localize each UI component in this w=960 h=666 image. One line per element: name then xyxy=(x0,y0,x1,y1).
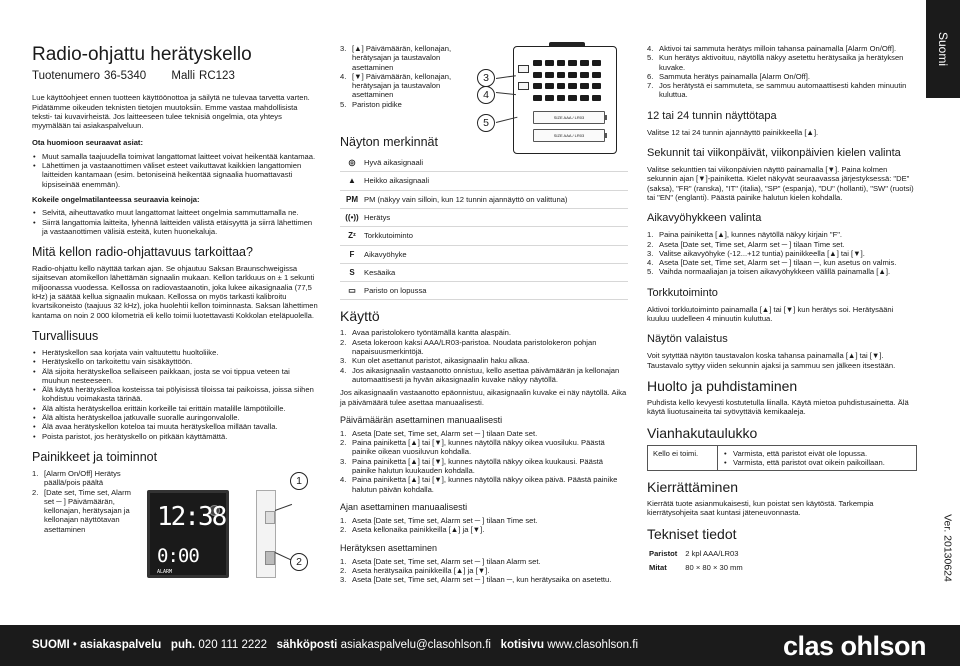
solution-cell xyxy=(718,445,917,471)
list-item: • Älä altista herätyskelloa jatkuvalle suoralle auringonvalolle. xyxy=(32,413,318,422)
list-item: • Lähettimen ja vastaanottimen väliset esteet vaikuttavat kaikkien langattomien laitteiden kantamaan (esim. betoniseinä heikentää signaalia huomattavasti kipsiseinää enemmän). xyxy=(32,161,318,189)
symbol-row: ▭ Paristo on lopussa xyxy=(340,282,628,300)
buttons-list xyxy=(32,469,140,534)
symbol-row: F Aikavyöhyke xyxy=(340,246,628,264)
radio-text: Radio-ohjattu kello näyttää tarkan ajan. Se ohjautuu Saksan Braunschweigissa sijaitsevan atomikellon lähettämän signaalin mukaan. Kellon tarkkuus on ± 1 sekunti miljoonassa vuodessa. Kellossa on radiovastaanotin, joka lukee aikasignaalia (77,5 kHz) ja säätää kellua signaalin mukaan. Kellossa on myös tarkasti kalibroitu kvartsikoneisto (taajuus 32 kHz), joka huolehtii kellon toiminnasta. Saksan lähettimen kantama on noin 2 000 kilometriä eli kello toimii luotettavasti Kokkolan eteläpuolella. xyxy=(32,264,318,320)
format-heading: 12 tai 24 tunnin näyttötapa xyxy=(647,109,777,122)
list-item: 3. Paina painiketta [▲] tai [▼], kunnes näytöllä näkyy oikea kuukausi. Päästä painike halutun kuukauden kohdalla. xyxy=(340,456,604,476)
table-row: Paristot 2 kpl AAA/LR03 xyxy=(649,548,739,558)
alarm-switch-icon xyxy=(265,511,275,524)
clock-side-illustration xyxy=(256,490,276,578)
list-item: 2. Aseta [Date set, Time set, Alarm set ─ ] tilaan Time set. xyxy=(647,239,845,249)
footer xyxy=(0,625,960,666)
care-heading: Huolto ja puhdistaminen xyxy=(647,377,798,394)
troubleshooting-heading: Vianhakutaulukko xyxy=(647,424,758,441)
manual-date-list xyxy=(340,429,628,494)
table-row xyxy=(648,445,917,471)
callout-1: 1 xyxy=(290,472,308,490)
troubleshooting-table xyxy=(647,445,917,472)
callout-5: 5 xyxy=(477,114,495,132)
note-list xyxy=(32,152,318,189)
clock-front-illustration xyxy=(147,490,229,578)
use-heading: Käyttö xyxy=(340,308,380,325)
phone-number[interactable]: 020 111 2222 xyxy=(198,639,268,651)
list-item: 3. Kun olet asettanut paristot, aikasignaalin haku alkaa. xyxy=(340,356,530,366)
column-1 xyxy=(32,44,318,538)
back-top-nub xyxy=(549,42,585,47)
alarm-icon: ((•)) xyxy=(345,212,359,222)
symbol-row: Zᶻ Torkkutoiminto xyxy=(340,227,628,245)
language-tab xyxy=(926,0,960,98)
list-item: 5. Pariston pidike xyxy=(340,99,402,109)
recycle-text: Kierrätä tuote asianmukaisesti, kun poistat sen käytöstä. Tarkempia kierrätysohjeita saat kuntasi jäteneuvonnasta. xyxy=(647,499,874,518)
table-row: Mitat 80 × 80 × 30 mm xyxy=(649,563,743,573)
list-item: 2. Aseta kellonaika painikkeilla [▲] ja [▼]. xyxy=(340,525,485,535)
callout-3: 3 xyxy=(477,69,495,87)
list-item: 5. Kun herätys aktivoituu, näytöllä näkyy asetettu herätysaika ja herätyksen kuvake. xyxy=(647,53,904,72)
list-item: • Muut samalla taajuudella toimivat langattomat laitteet voivat heikentää kantamaa. xyxy=(32,152,318,161)
product-number: Tuotenumero 36-5340 xyxy=(32,70,147,82)
mode-switch-icon xyxy=(265,551,275,565)
problem-cell: Kello ei toimi. xyxy=(648,445,718,471)
list-item: 5. Vaihda normaaliajan ja toisen aikavyöhykkeen välillä painamalla [▲]. xyxy=(647,267,891,277)
callout-4: 4 xyxy=(477,86,495,104)
alarm-label: ALARM xyxy=(157,569,173,575)
buttons-list-continued xyxy=(340,44,468,109)
clock-back-illustration xyxy=(513,46,617,154)
timezone-icon: F xyxy=(349,249,355,259)
list-item: 3. Valitse aikavyöhyke (-12...+12 tuntia) painikkeella [▲] tai [▼]. xyxy=(647,248,865,258)
radio-heading: Mitä kellon radio-ohjattavuus tarkoittaa? xyxy=(32,245,253,260)
list-item: 1. Aseta [Date set, Time set, Alarm set ─ ] tilaan Alarm set. xyxy=(340,556,541,566)
list-item: • Varmista, että paristot ovat oikein paikoillaan. xyxy=(723,458,911,467)
list-item: 2. Aseta lokeroon kaksi AAA/LR03-paristoa. Noudata paristolokeron pohjan napaisuusmerkintöjä. xyxy=(340,337,597,357)
list-item: 4. Jos aikasignaalin vastaanotto onnistuu, kello asettaa päivämäärän ja kellonajan automaattisesti ja hyvän aikasignaalin kuvake näkyy näytöllä. xyxy=(340,365,620,384)
intro-text: Lue käyttöohjeet ennen tuotteen käyttöönottoa ja säilytä ne tulevaa tarvetta varten. Pidätämme oikeuden teknisten tietojen muutoksiin. Emme vastaa mahdollisista teksti- tai kuvavirheistä. Jos laitteeseen tulee teknisiä ongelmia, ota yhteys myymälään tai asiakaspalveluun. xyxy=(32,93,310,131)
specs-table xyxy=(647,546,751,577)
buttons-heading: Painikkeet ja toiminnot xyxy=(32,449,158,464)
list-item: 4. Paina painiketta [▲] tai [▼], kunnes näytöllä näkyy oikea päivä. Päästä painike halutun päivän kohdalla. xyxy=(340,475,618,494)
down-button-icon xyxy=(518,82,529,90)
footer-contact: SUOMI • asiakaspalvelu puh. 020 111 2222 sähköposti asiakaspalvelu@clasohlson.fi kotisivu www.clasohlson.fi xyxy=(32,639,638,651)
list-item: 2. Aseta herätysaika painikkeilla [▲] ja [▼]. xyxy=(340,565,490,575)
weekday-text: Valitse sekunttien tai viikonpäivien näyttö painamalla [▼]. Paina kolmen sekunnin ajan [▼]-painiketta. Kielet näkyvät seuraavassa järjestyksessä: "DE" (saksa), "FR" (ranska), "IT" (italia), "SP" (espanja), "DU" (hollanti), "SW" (ruotsi) tai "EN" (englanti). Päästä painike halutun kielen kohdalla. xyxy=(647,165,914,202)
list-item: 7. Jos herätystä ei sammuteta, se sammuu automaattisesti kahden minuutin kuluttua. xyxy=(647,81,907,100)
list-item: 4. Aktivoi tai sammuta herätys milloin tahansa painamalla [Alarm On/Off]. xyxy=(647,44,897,53)
use-text: Jos aikasignaalin vastaanotto epäonnistuu, aikasignaalin kuvake ei näy näytöllä. Aika ja päivämäärä tulee asettaa manuaalisesti. xyxy=(340,388,627,407)
symbol-row: S Kesäaika xyxy=(340,264,628,282)
list-item: • Herätyskello on tarkoitettu vain sisäkäyttöön. xyxy=(32,357,318,366)
symbols-table xyxy=(340,154,628,300)
brand-logo: clas ohlson xyxy=(782,631,926,661)
email-link[interactable]: asiakaspalvelu@clasohlson.fi xyxy=(340,639,491,651)
battery-icon: SIZE AAA / LR03 xyxy=(533,111,605,124)
list-item: 1. [Alarm On/Off] Herätys päällä/pois päältä xyxy=(32,468,121,488)
snooze-text: Aktivoi torkkutoiminto painamalla [▲] tai [▼] kun herätys soi. Herätysääni kuuluu uudelleen 4 minuutin kuluttua. xyxy=(647,304,894,324)
list-item: • Älä sijoita herätyskelloa sellaiseen paikkaan, josta se voi tippua veteen tai muuhun nesteeseen. xyxy=(32,367,318,386)
website-link[interactable]: www.clasohlson.fi xyxy=(547,639,638,651)
list-item: 1. Aseta [Date set, Time set, Alarm set ─ ] tilaan Date set. xyxy=(340,428,538,438)
timezone-heading: Aikavyöhykkeen valinta xyxy=(647,212,762,225)
pm-icon: PM xyxy=(346,194,358,204)
alarm-heading: Herätyksen asettaminen xyxy=(340,542,438,553)
manual-time-list xyxy=(340,516,628,535)
up-button-icon xyxy=(518,65,529,73)
symbols-heading: Näyton merkinnät xyxy=(340,135,438,150)
alarm-list-continued xyxy=(647,44,917,100)
note-heading: Ota huomioon seuraavat asiat: xyxy=(32,138,143,148)
list-item: 3. [▲] Päivämäärän, kellonajan, herätysajan ja taustavalon asettaminen xyxy=(340,44,452,72)
version-label: Ver. 20130624 xyxy=(942,514,954,582)
product-info xyxy=(32,72,318,81)
symbol-row: ◎ Hyvä aikasignaali xyxy=(340,154,628,172)
manual-date-heading: Päivämäärän asettaminen manuaalisesti xyxy=(340,414,503,425)
summer-time-icon: S xyxy=(349,267,355,277)
list-item: • Älä käytä herätyskelloa kosteissa tai pölyisissä tiloissa tai paikoissa, joissa siihen kohdistuu voimakasta tärinää. xyxy=(32,385,318,404)
list-item: 1. Avaa paristolokero työntämällä kantta alaspäin. xyxy=(340,328,512,338)
list-item: 3. Aseta [Date set, Time set, Alarm set ─ ] tilaan ─, kun herätysaika on asetettu. xyxy=(340,575,612,585)
list-item: 2. [Date set, Time set, Alarm set ─ ] Päivämäärän, kellonajan, herätysajan ja kellonajan näyttötavan asettaminen xyxy=(32,487,131,534)
recycle-heading: Kierrättäminen xyxy=(647,479,739,496)
list-item: 4. Aseta [Date set, Time set, Alarm set ─ ] tilaan ─, kun asetus on valmis. xyxy=(647,258,897,268)
good-signal-icon: ◎ xyxy=(348,158,356,168)
list-item: • Poista paristot, jos herätyskello on pitkään käyttämättä. xyxy=(32,432,318,441)
page-title: Radio-ohjattu herätyskello xyxy=(32,44,252,65)
list-item: • Herätyskellon saa korjata vain valtuutettu huoltoliike. xyxy=(32,348,318,357)
language-label: Suomi xyxy=(936,31,950,67)
use-list xyxy=(340,328,628,384)
list-item: • Selvitä, aiheuttavatko muut langattomat laitteet ongelmia sammuttamalla ne. xyxy=(32,208,318,217)
list-item: 4. [▼] Päivämäärän, kellonajan, herätysajan ja taustavalon asettaminen xyxy=(340,71,452,100)
snooze-heading: Torkkutoiminto xyxy=(647,286,718,299)
list-item: 1. Paina painiketta [▲], kunnes näytöllä näkyy kirjain "F". xyxy=(647,230,843,240)
column-3 xyxy=(647,44,917,576)
model-info: Malli RC123 xyxy=(171,70,235,82)
symbol-row: ▲ Heikko aikasignaali xyxy=(340,172,628,190)
symbol-row: PM PM (näkyy vain silloin, kun 12 tunnin ajannäyttö on valittuna) xyxy=(340,191,628,209)
list-item: 1. Aseta [Date set, Time set, Alarm set ─ ] tilaan Time set. xyxy=(340,515,538,525)
list-item: • Älä altista herätyskelloa erittäin korkeille tai erittäin matalille lämpötiloille. xyxy=(32,404,318,413)
weak-signal-icon: ▲ xyxy=(348,176,356,186)
alarm-list xyxy=(340,557,628,585)
backlight-heading: Näytön valaistus xyxy=(647,333,728,346)
list-item: • Älä avaa herätyskellon koteloa tai muuta herätyskelloa millään tavalla. xyxy=(32,422,318,431)
symbol-row: ((•)) Herätys xyxy=(340,209,628,227)
weekday-heading: Sekunnit tai viikonpäivät, viikonpäivien kielen valinta xyxy=(647,147,901,160)
clock-time-display: 12:38 xyxy=(157,502,226,532)
battery-icon: SIZE AAA / LR03 xyxy=(533,129,605,142)
low-battery-icon: ▭ xyxy=(348,286,356,296)
list-item: 6. Sammuta herätys painamalla [Alarm On/Off]. xyxy=(647,71,810,81)
leader-line xyxy=(275,552,292,561)
backlight-text: Voit sytyttää näytön taustavalon koska tahansa painamalla [▲] tai [▼]. Taustavalo syttyy viiden sekunnin ajaksi ja sammuu sen jälkeen itsestään. xyxy=(647,351,896,370)
tips-heading: Kokeile ongelmatilanteessa seuraavia keinoja: xyxy=(32,194,200,204)
format-text: Valitse 12 tai 24 tunnin ajannäyttö painikkeella [▲]. xyxy=(647,127,819,137)
list-item: 2. Paina painiketta [▲] tai [▼], kunnes näytöllä näkyy oikea vuosiluku. Päästä painike oikean vuosiluvun kohdalla. xyxy=(340,438,605,457)
care-text: Puhdista kello kevyesti kostutetulla liinalla. Käytä mietoa puhdistusainetta. Älä käytä liuotusaineita tai syövyttäviä kemikaaleja. xyxy=(647,397,909,417)
timezone-list xyxy=(647,230,917,276)
list-item: • Varmista, että paristot eivät ole lopussa. xyxy=(723,449,911,458)
snooze-icon: Zᶻ xyxy=(348,231,356,241)
safety-heading: Turvallisuus xyxy=(32,328,99,343)
callout-2: 2 xyxy=(290,553,308,571)
clock-alarm-display: 0:00 xyxy=(157,545,199,567)
manual-time-heading: Ajan asettaminen manuaalisesti xyxy=(340,501,468,512)
safety-list xyxy=(32,348,318,441)
list-item: • Siirrä langattomia laitteita, lyhennä laitteiden välistä etäisyyttä ja siirrä lähettimen ja vastaanottimen välisiä esteitä, kuten huonekaluja. xyxy=(32,218,318,237)
speaker-grille-icon xyxy=(533,60,601,102)
specs-heading: Tekniset tiedot xyxy=(647,525,737,542)
tips-list xyxy=(32,208,318,236)
